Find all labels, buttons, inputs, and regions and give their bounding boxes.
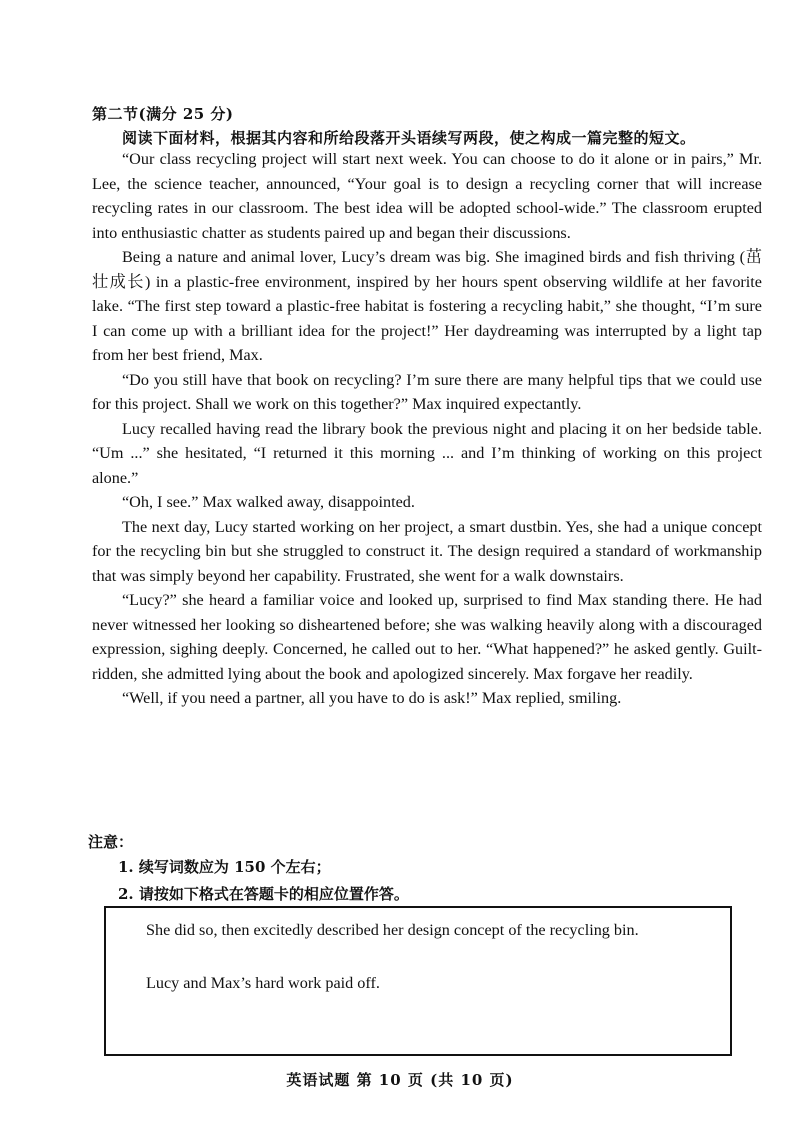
section-title: 第二节(满分 25 分) <box>92 105 234 123</box>
passage-paragraph-4: Lucy recalled having read the library book the previous night and placing it on her bedside table. “Um ...” she hesitated, “I returned it this morning ... and I’m thinking of working on this project alone.” <box>92 419 762 487</box>
paragraph-opening-2: Lucy and Max’s hard work paid off. <box>146 974 380 992</box>
notes-list <box>118 854 409 908</box>
section-instruction: 阅读下面材料，根据其内容和所给段落开头语续写两段，使之构成一篇完整的短文。 <box>122 129 696 147</box>
answer-box <box>104 906 732 1056</box>
passage-paragraph-5: “Oh, I see.” Max walked away, disappointed. <box>122 493 415 511</box>
reading-passage <box>92 147 762 711</box>
passage-paragraph-6: The next day, Lucy started working on her project, a smart dustbin. Yes, she had a unique concept for the recycling bin but she struggled to construct it. The design required a standard of workmanship that was simply beyond her capability. Frustrated, she went for a walk downstairs. <box>92 517 762 585</box>
page-footer: 英语试题 第 10 页 (共 10 页) <box>286 1071 514 1089</box>
note-item-2: 2. 请按如下格式在答题卡的相应位置作答。 <box>118 885 409 903</box>
notes-title: 注意： <box>88 833 134 851</box>
passage-paragraph-7: “Lucy?” she heard a familiar voice and looked up, surprised to find Max standing there. He had never witnessed her looking so disheartened before; she was walking heavily along with a discouraged expression, sighing deeply. Concerned, he called out to her. “What happened?” he asked gently. Guilt-ridden, she admitted lying about the book and apologized sincerely. Max forgave her readily. <box>92 591 762 683</box>
passage-paragraph-8: “Well, if you need a partner, all you have to do is ask!” Max replied, smiling. <box>122 689 622 707</box>
passage-paragraph-2: Being a nature and animal lover, Lucy’s dream was big. She imagined birds and fish thriving (茁壮成长) in a plastic-free environment, inspired by her hours spent observing wildlife at her favorite lake. “The first step toward a plastic-free habitat is fostering a recycling habit,” she thought, “I’m sure I can come up with a brilliant idea for the project!” Her daydreaming was interrupted by a light tap from her best friend, Max. <box>92 248 762 364</box>
paragraph-opening-1: She did so, then excitedly described her design concept of the recycling bin. <box>146 921 639 939</box>
passage-paragraph-1: “Our class recycling project will start next week. You can choose to do it alone or in pairs,” Mr. Lee, the science teacher, announced, “Your goal is to design a recycling corner that will increase recycling rates in our classroom. The best idea will be adopted school-wide.” The classroom erupted into enthusiastic chatter as students paired up and began their discussions. <box>92 150 762 242</box>
note-item-1: 1. 续写词数应为 150 个左右； <box>118 858 331 876</box>
passage-paragraph-3: “Do you still have that book on recycling? I’m sure there are many helpful tips that we could use for this project. Shall we work on this together?” Max inquired expectantly. <box>92 370 762 413</box>
